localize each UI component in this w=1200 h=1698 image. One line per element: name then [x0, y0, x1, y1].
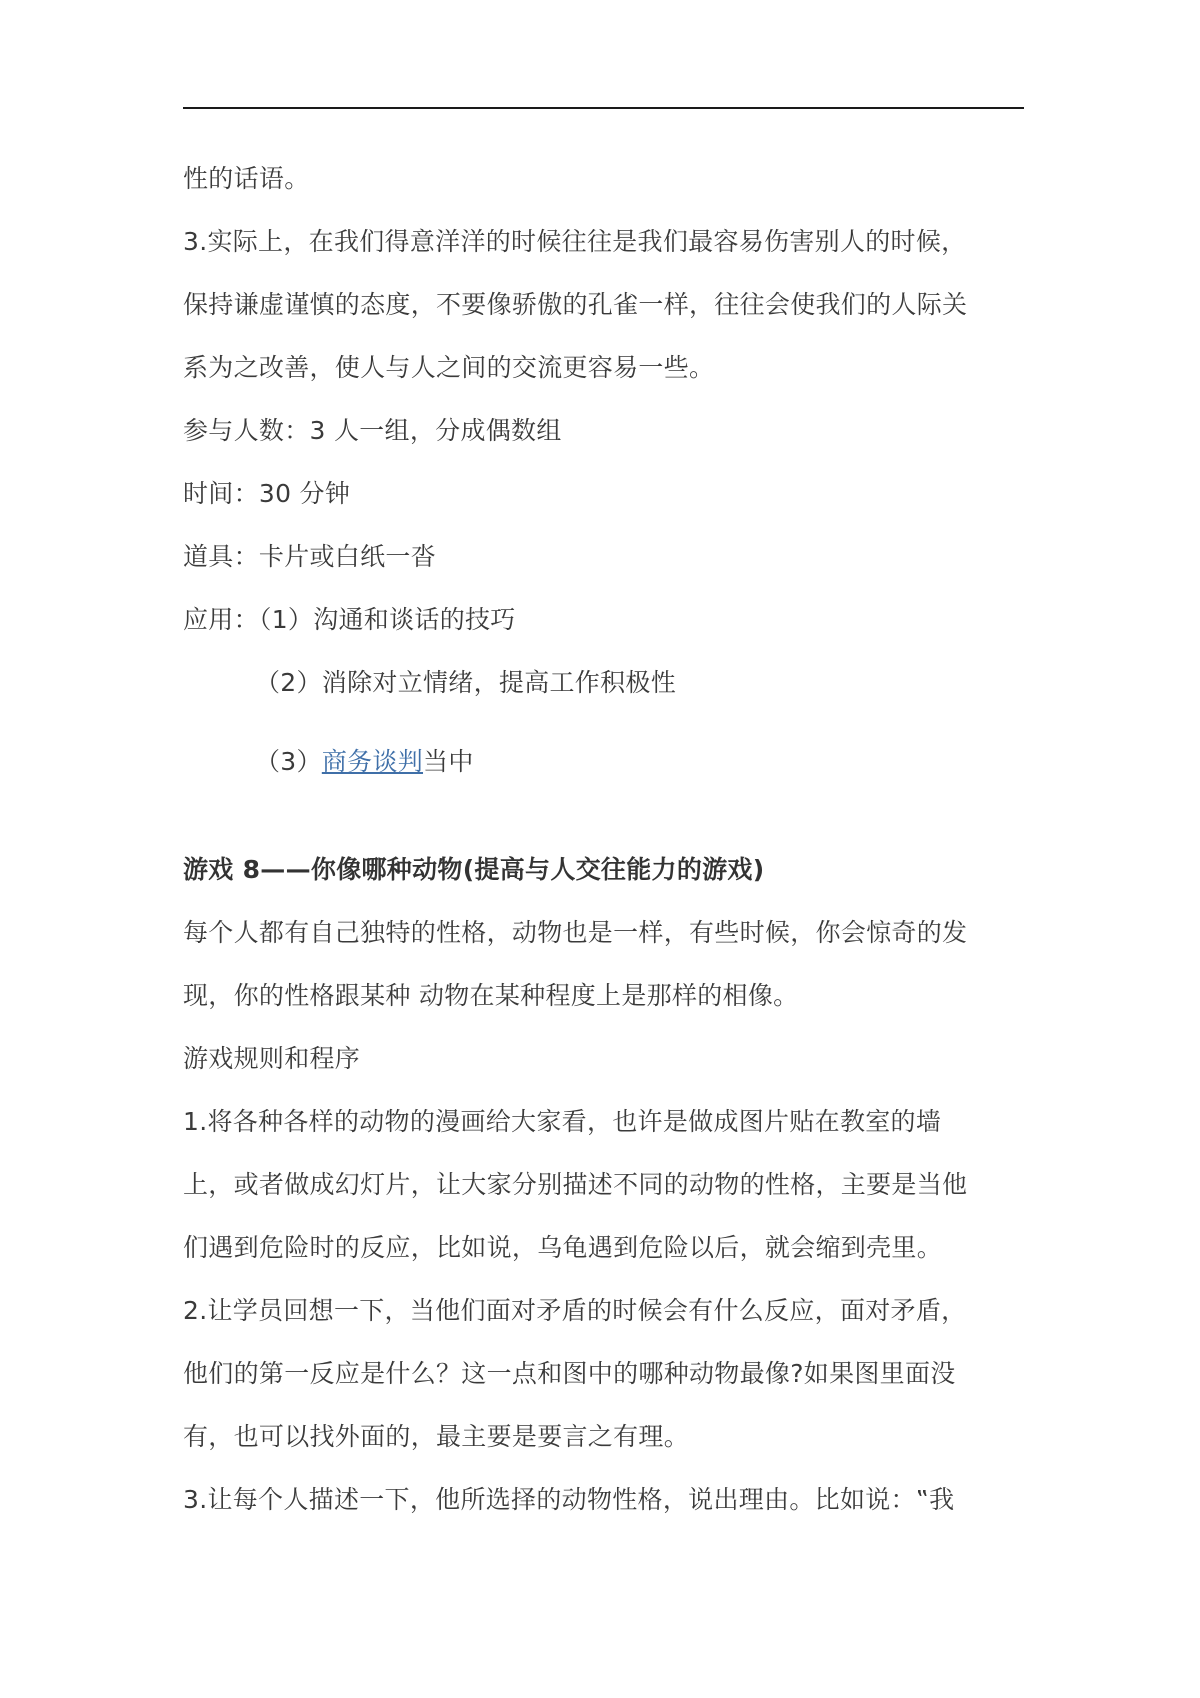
application-line-2: （2）消除对立情绪，提高工作积极性	[255, 668, 677, 697]
paragraph-line: 1.将各种各样的动物的漫画给大家看，也许是做成图片贴在教室的墙	[183, 1107, 942, 1136]
paragraph-line: 3.实际上，在我们得意洋洋的时候往往是我们最容易伤害别人的时候，	[183, 227, 967, 256]
application-3-suffix: 当中	[423, 747, 474, 776]
time-line: 时间：30 分钟	[183, 479, 351, 508]
application-line-1: 应用：（1）沟通和谈话的技巧	[183, 605, 516, 634]
subheading-rules: 游戏规则和程序	[183, 1044, 361, 1073]
paragraph-line: 现，你的性格跟某种 动物在某种程度上是那样的相像。	[183, 981, 799, 1010]
paragraph-line: 3.让每个人描述一下，他所选择的动物性格，说出理由。比如说：‟我	[183, 1485, 955, 1514]
participants-line: 参与人数：3 人一组，分成偶数组	[183, 416, 562, 445]
paragraph-line: 上，或者做成幻灯片，让大家分别描述不同的动物的性格，主要是当他	[183, 1170, 968, 1199]
paragraph-line: 性的话语。	[183, 164, 310, 193]
header-rule	[183, 107, 1024, 109]
application-3-prefix: （3）	[255, 747, 322, 776]
paragraph-line: 2.让学员回想一下，当他们面对矛盾的时候会有什么反应，面对矛盾，	[183, 1296, 967, 1325]
paragraph-line: 系为之改善，使人与人之间的交流更容易一些。	[183, 353, 715, 382]
paragraph-line: 保持谦虚谨慎的态度，不要像骄傲的孔雀一样，往往会使我们的人际关	[183, 290, 968, 319]
business-negotiation-link[interactable]: 商务谈判	[321, 747, 424, 776]
application-line-3	[255, 746, 474, 778]
paragraph-line: 有，也可以找外面的，最主要是要言之有理。	[183, 1422, 690, 1451]
paragraph-line: 每个人都有自己独特的性格，动物也是一样，有些时候，你会惊奇的发	[183, 918, 968, 947]
props-line: 道具：卡片或白纸一沓	[183, 542, 437, 571]
section-heading: 游戏 8——你像哪种动物(提高与人交往能力的游戏)	[183, 855, 765, 884]
paragraph-line: 们遇到危险时的反应，比如说，乌龟遇到危险以后，就会缩到壳里。	[183, 1233, 943, 1262]
paragraph-line: 他们的第一反应是什么？这一点和图中的哪种动物最像?如果图里面没	[183, 1359, 956, 1388]
